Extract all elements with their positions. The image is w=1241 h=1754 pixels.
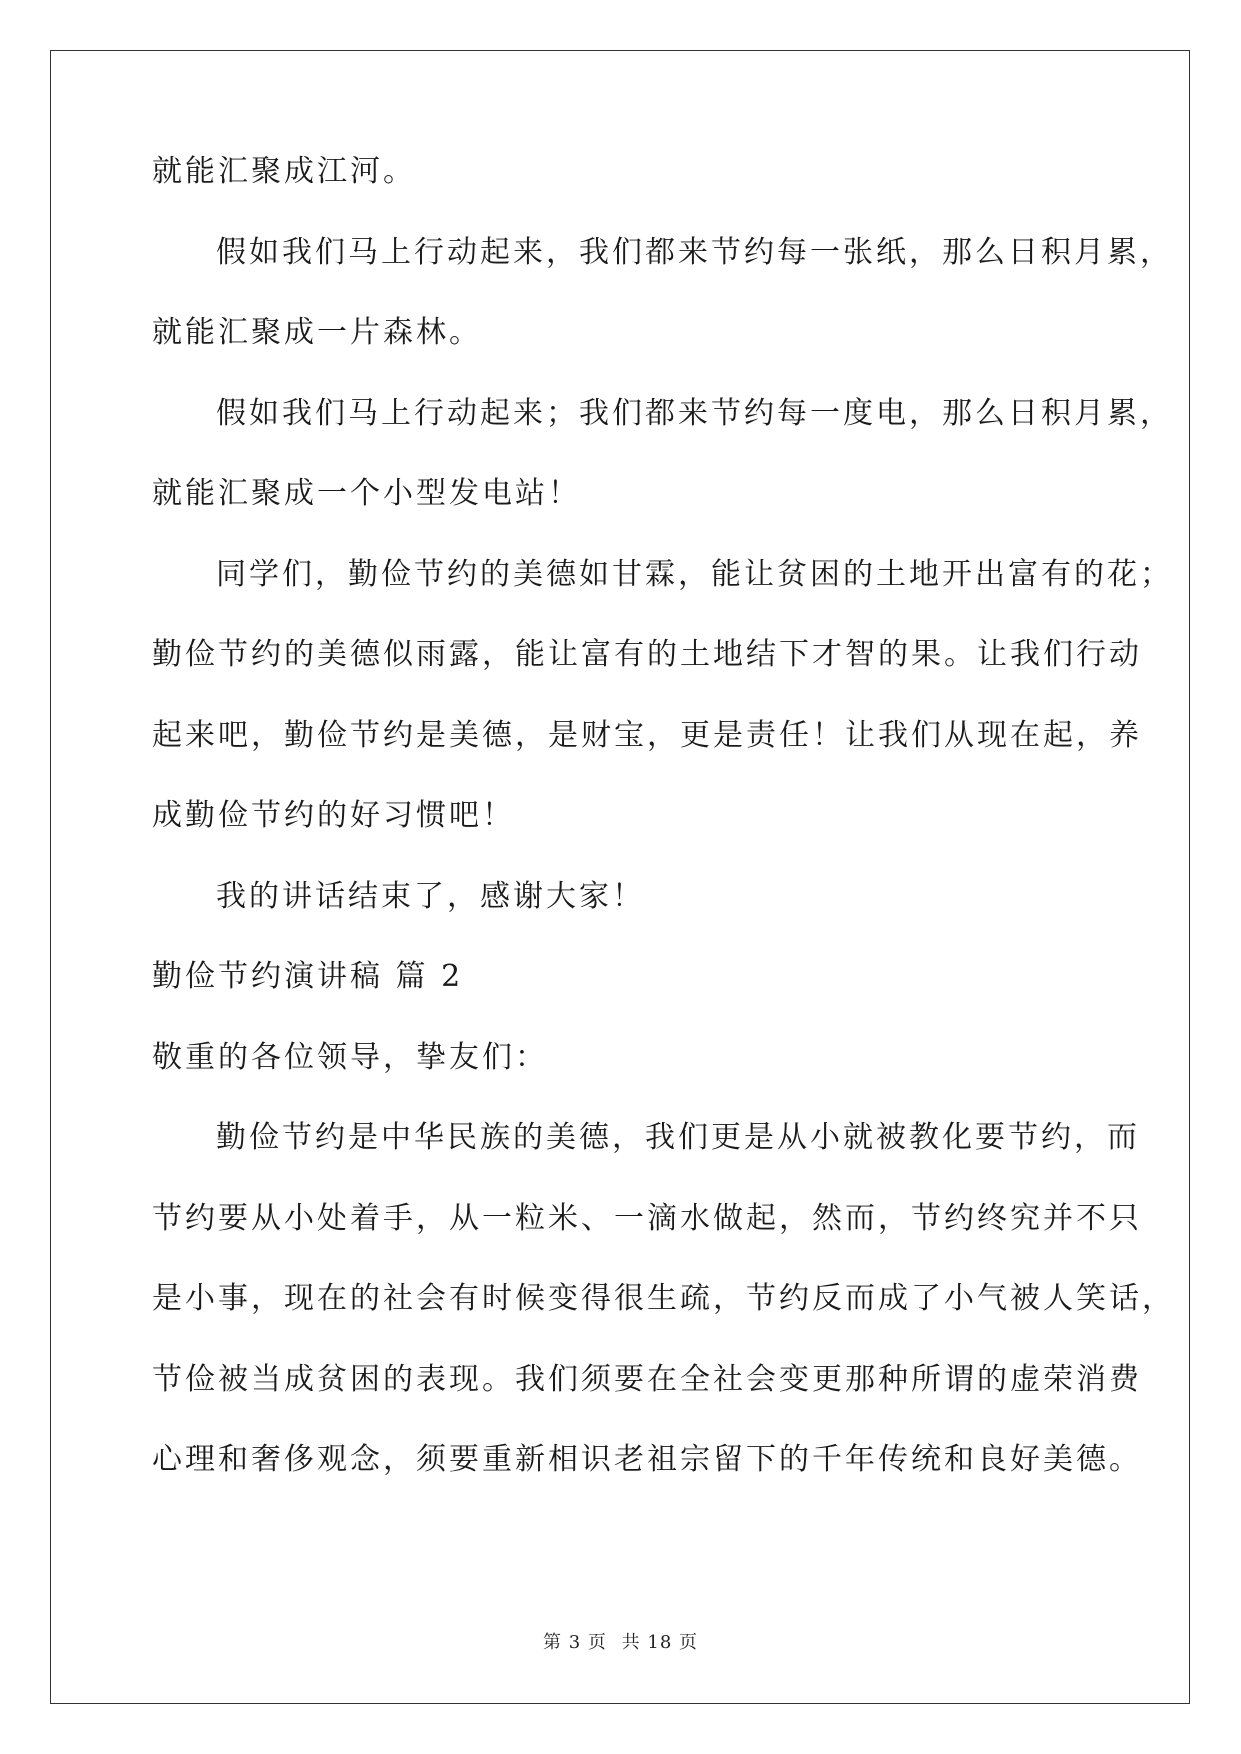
text-line: 就能汇聚成一片森林。: [152, 315, 482, 350]
text-line: 同学们，勤俭节约的美德如甘霖，能让贫困的土地开出富有的花；: [216, 556, 1173, 592]
text-line: 心理和奢侈观念，须要重新相识老祖宗留下的千年传统和良好美德。: [152, 1442, 1142, 1477]
page-total: 共 18 页: [621, 1632, 698, 1653]
document-body: [152, 154, 1175, 1526]
text-line: 节约要从小处着手，从一粒米、一滴水做起，然而，节约终究并不只: [152, 1200, 1142, 1236]
text-line: 假如我们马上行动起来，我们都来节约每一张纸，那么日积月累，: [216, 234, 1173, 270]
page-footer: [0, 1628, 1241, 1654]
text-line: 就能汇聚成江河。: [152, 154, 416, 189]
text-line: 我的讲话结束了，感谢大家！: [216, 878, 645, 914]
section-heading: 勤俭节约演讲稿 篇 2: [152, 959, 464, 994]
text-line: 勤俭节约是中华民族的美德，我们更是从小就被教化要节约，而: [216, 1120, 1140, 1155]
text-line: 成勤俭节约的好习惯吧！: [152, 798, 515, 833]
text-line: 是小事，现在的社会有时候变得很生疏，节约反而成了小气被人笑话，: [152, 1281, 1175, 1316]
text-line: 假如我们马上行动起来；我们都来节约每一度电，那么日积月累，: [216, 395, 1173, 431]
text-line: 勤俭节约的美德似雨露，能让富有的土地结下才智的果。让我们行动: [152, 637, 1142, 672]
text-line: 起来吧，勤俭节约是美德，是财宝，更是责任！让我们从现在起，养: [152, 717, 1142, 753]
text-line: 节俭被当成贫困的表现。我们须要在全社会变更那种所谓的虚荣消费: [152, 1361, 1142, 1397]
salutation: 敬重的各位领导，挚友们：: [152, 1039, 548, 1075]
text-line: 就能汇聚成一个小型发电站！: [152, 476, 581, 511]
page-number: 第 3 页: [543, 1632, 607, 1653]
